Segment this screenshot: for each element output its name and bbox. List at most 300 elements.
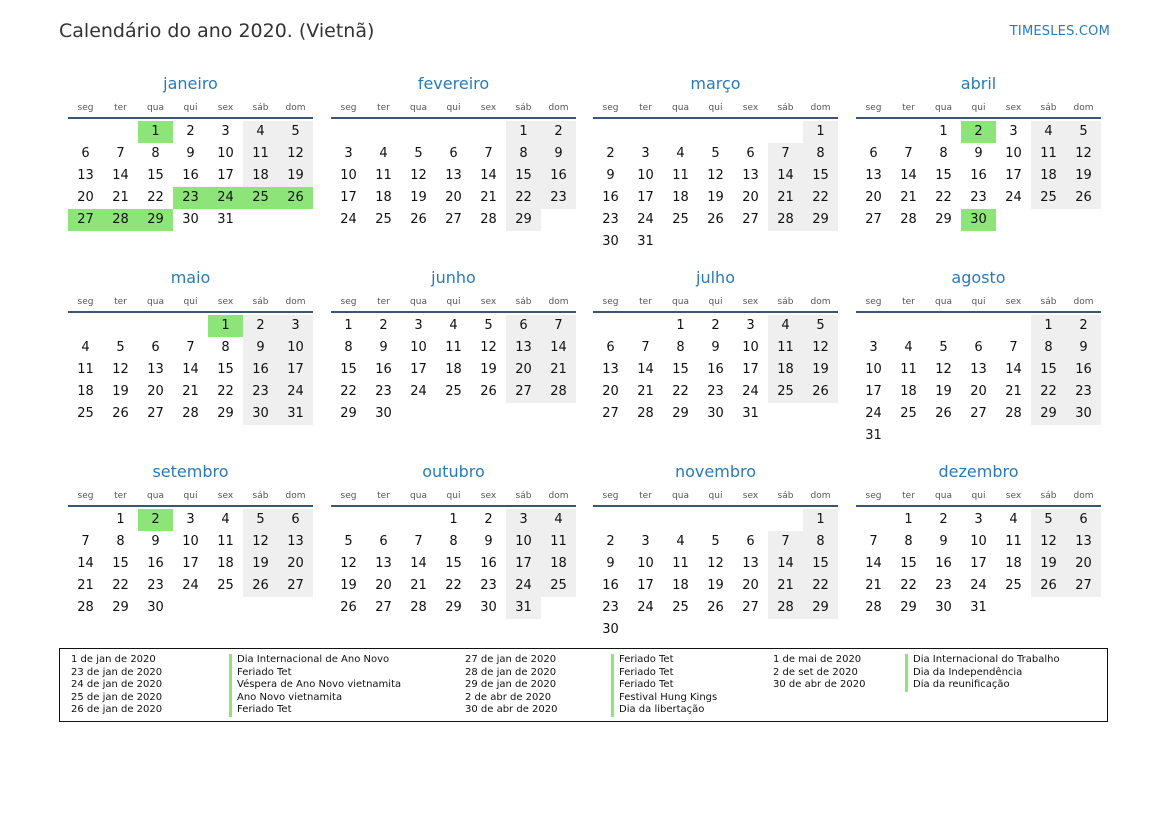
weekday-label: seg: [340, 297, 357, 307]
weekday-label: qui: [183, 491, 198, 501]
month-10: [331, 461, 576, 619]
weekday-label: qui: [446, 491, 461, 501]
day-cell: 10: [217, 146, 234, 161]
weekday-header: [68, 99, 313, 119]
day-cell: 2: [939, 512, 948, 527]
day-cell: 20: [147, 384, 164, 399]
weekday-label: qua: [935, 491, 952, 501]
day-cell: 11: [1005, 534, 1022, 549]
legend-dates-col-2: [465, 654, 557, 717]
weekday-label: dom: [1073, 103, 1094, 113]
weekday-header: [593, 99, 838, 119]
empty-cell: [593, 315, 628, 337]
day-cell: 3: [414, 318, 423, 333]
day-cell: 11: [445, 340, 462, 355]
day-cell: 6: [1066, 509, 1101, 531]
day-cell: 18: [900, 384, 917, 399]
weekday-header: [593, 293, 838, 313]
weekday-label: sex: [1005, 297, 1022, 307]
day-cell: 24: [340, 212, 357, 227]
day-cell: 18: [1031, 165, 1066, 187]
weekday-label: qua: [935, 297, 952, 307]
month-11: [593, 461, 838, 641]
month-name: setembro: [152, 462, 229, 481]
day-cell: 20: [970, 384, 987, 399]
day-cell: 10: [637, 556, 654, 571]
day-cell: 28: [182, 406, 199, 421]
day-cell: 17: [970, 556, 987, 571]
day-cell: 12: [803, 337, 838, 359]
day-cell: 6: [379, 534, 388, 549]
day-cell: 16: [243, 359, 278, 381]
day-cell: 3: [1009, 124, 1018, 139]
site-link[interactable]: TIMESLES.COM: [1009, 24, 1110, 39]
month-name: janeiro: [163, 74, 218, 93]
legend-names-col-3: [905, 654, 1060, 692]
empty-cell: [768, 121, 803, 143]
day-cell: 9: [186, 146, 195, 161]
day-cell: 16: [147, 556, 164, 571]
empty-cell: [138, 315, 173, 337]
day-cell: 12: [112, 362, 129, 377]
day-cell: 2: [606, 146, 615, 161]
day-cell: 1: [506, 121, 541, 143]
day-cell: 13: [506, 337, 541, 359]
day-cell: 26: [1031, 575, 1066, 597]
weekday-label: ter: [377, 491, 390, 501]
empty-cell: [856, 509, 891, 531]
day-cell: 13: [742, 556, 759, 571]
weekday-label: sex: [742, 103, 759, 113]
day-grid: [331, 315, 576, 425]
day-cell: 17: [410, 362, 427, 377]
day-cell: 13: [970, 362, 987, 377]
page-title: Calendário do ano 2020. (Vietnã): [59, 20, 375, 42]
day-cell: 25: [1031, 187, 1066, 209]
weekday-label: qua: [935, 103, 952, 113]
day-cell: 28: [77, 600, 94, 615]
day-cell: 15: [1031, 359, 1066, 381]
day-cell: 24: [865, 406, 882, 421]
empty-cell: [401, 121, 436, 143]
day-cell: 8: [221, 340, 230, 355]
empty-cell: [628, 509, 663, 531]
empty-cell: [961, 315, 996, 337]
weekday-header: [68, 487, 313, 507]
month-name: abril: [960, 74, 997, 93]
weekday-label: sex: [480, 491, 497, 501]
day-cell: 7: [116, 146, 125, 161]
day-cell: 15: [112, 556, 129, 571]
day-cell: 7: [414, 534, 423, 549]
legend-holiday-name: Feriado Tet: [619, 654, 674, 665]
day-cell: 21: [112, 190, 129, 205]
day-cell: 6: [746, 534, 755, 549]
day-cell: 13: [1066, 531, 1101, 553]
day-cell: 13: [865, 168, 882, 183]
day-cell: 3: [221, 124, 230, 139]
day-cell: 23: [1066, 381, 1101, 403]
weekday-label: qui: [446, 103, 461, 113]
day-cell: 9: [939, 534, 948, 549]
month-9: [68, 461, 313, 619]
day-cell: 8: [803, 531, 838, 553]
day-cell: 2: [711, 318, 720, 333]
day-grid: [856, 121, 1101, 231]
day-cell: 5: [711, 146, 720, 161]
weekday-label: seg: [77, 297, 94, 307]
weekday-label: ter: [114, 491, 127, 501]
day-cell: 3: [869, 340, 878, 355]
day-cell: 6: [869, 146, 878, 161]
day-cell: 27: [970, 406, 987, 421]
day-cell: 5: [711, 534, 720, 549]
day-cell: 1: [803, 121, 838, 143]
day-cell: 16: [182, 168, 199, 183]
day-cell: 31: [217, 212, 234, 227]
day-cell: 30: [147, 600, 164, 615]
day-cell: 13: [602, 362, 619, 377]
legend-date: 27 de jan de 2020: [465, 654, 557, 665]
weekday-header: [593, 487, 838, 507]
day-cell: 8: [344, 340, 353, 355]
legend-holiday-name: Ano Novo vietnamita: [237, 691, 343, 703]
day-cell: 31: [278, 403, 313, 425]
weekday-label: qui: [708, 103, 723, 113]
day-cell: 7: [1009, 340, 1018, 355]
empty-cell: [173, 315, 208, 337]
weekday-label: qua: [672, 491, 689, 501]
day-cell: 16: [602, 578, 619, 593]
month-4: [856, 73, 1101, 231]
weekday-label: sex: [217, 297, 234, 307]
day-cell: 26: [112, 406, 129, 421]
day-cell: 10: [637, 168, 654, 183]
day-cell: 29: [340, 406, 357, 421]
day-cell: 18: [541, 553, 576, 575]
day-cell: 10: [410, 340, 427, 355]
day-cell: 27: [742, 212, 759, 227]
day-cell: 6: [81, 146, 90, 161]
day-cell: 12: [243, 531, 278, 553]
day-cell: 17: [865, 384, 882, 399]
day-cell: 12: [410, 168, 427, 183]
weekday-label: dom: [285, 491, 306, 501]
day-cell: 22: [506, 187, 541, 209]
day-cell: 11: [217, 534, 234, 549]
empty-cell: [768, 509, 803, 531]
day-cell: 27: [742, 600, 759, 615]
day-cell: 14: [768, 165, 803, 187]
day-cell: 5: [414, 146, 423, 161]
day-cell: 30: [602, 622, 619, 637]
empty-cell: [401, 509, 436, 531]
legend-holiday-name: Dia Internacional de Ano Novo: [237, 654, 390, 665]
empty-cell: [628, 315, 663, 337]
day-cell: 22: [803, 575, 838, 597]
day-cell: 15: [506, 165, 541, 187]
weekday-label: dom: [810, 103, 831, 113]
day-cell: 15: [217, 362, 234, 377]
day-cell: 24: [278, 381, 313, 403]
day-cell: 4: [379, 146, 388, 161]
weekday-label: dom: [285, 297, 306, 307]
day-cell: 7: [768, 143, 803, 165]
day-cell: 4: [676, 534, 685, 549]
day-cell: 17: [217, 168, 234, 183]
day-cell: 20: [445, 190, 462, 205]
day-cell: 9: [151, 534, 160, 549]
day-cell: 18: [672, 578, 689, 593]
weekday-label: qui: [708, 491, 723, 501]
empty-cell: [698, 509, 733, 531]
legend-date: 1 de mai de 2020: [773, 654, 862, 665]
weekday-label: dom: [1073, 491, 1094, 501]
day-cell: 16: [602, 190, 619, 205]
day-cell: 3: [186, 512, 195, 527]
day-cell: 4: [449, 318, 458, 333]
day-cell: 7: [641, 340, 650, 355]
legend-date: 2 de set de 2020: [773, 666, 858, 678]
day-cell: 2: [606, 534, 615, 549]
weekday-label: seg: [865, 103, 882, 113]
month-name: março: [690, 74, 741, 93]
day-cell: 21: [1005, 384, 1022, 399]
day-cell: 14: [637, 362, 654, 377]
day-cell: 25: [445, 384, 462, 399]
day-cell: 22: [340, 384, 357, 399]
day-cell: 1: [344, 318, 353, 333]
empty-cell: [103, 315, 138, 337]
empty-cell: [436, 121, 471, 143]
day-cell: 3: [506, 509, 541, 531]
day-cell: 17: [1005, 168, 1022, 183]
empty-cell: [856, 315, 891, 337]
day-cell: 26: [707, 600, 724, 615]
weekday-label: sáb: [252, 297, 269, 307]
day-cell: 14: [768, 553, 803, 575]
weekday-label: sex: [217, 103, 234, 113]
day-cell: 21: [410, 578, 427, 593]
day-grid: [68, 509, 313, 619]
day-cell: 3: [641, 534, 650, 549]
day-cell: 2: [379, 318, 388, 333]
day-cell: 5: [803, 315, 838, 337]
day-cell: 13: [742, 168, 759, 183]
weekday-label: qua: [147, 103, 164, 113]
day-cell: 10: [865, 362, 882, 377]
day-cell: 4: [221, 512, 230, 527]
day-cell: 8: [116, 534, 125, 549]
day-cell: 2: [484, 512, 493, 527]
day-cell: 29: [445, 600, 462, 615]
day-cell: 26: [707, 212, 724, 227]
day-cell: 13: [278, 531, 313, 553]
day-cell: 12: [1066, 143, 1101, 165]
day-cell: 19: [1066, 165, 1101, 187]
weekday-label: dom: [285, 103, 306, 113]
day-cell: 15: [445, 556, 462, 571]
day-cell: 29: [217, 406, 234, 421]
day-cell: 2: [138, 509, 173, 531]
day-cell: 18: [217, 556, 234, 571]
empty-cell: [593, 121, 628, 143]
day-cell: 7: [904, 146, 913, 161]
weekday-label: qui: [183, 297, 198, 307]
day-cell: 27: [865, 212, 882, 227]
legend-date: 1 de jan de 2020: [71, 654, 156, 665]
day-cell: 28: [900, 212, 917, 227]
weekday-label: seg: [865, 297, 882, 307]
weekday-label: dom: [548, 491, 569, 501]
weekday-label: sex: [742, 297, 759, 307]
weekday-label: ter: [902, 491, 915, 501]
day-cell: 23: [243, 381, 278, 403]
legend-holiday-name: Feriado Tet: [619, 679, 674, 691]
legend-dates-col-3: [773, 654, 865, 692]
day-cell: 24: [506, 575, 541, 597]
day-cell: 30: [935, 600, 952, 615]
weekday-label: seg: [602, 491, 619, 501]
day-cell: 11: [900, 362, 917, 377]
day-cell: 5: [243, 509, 278, 531]
day-cell: 30: [480, 600, 497, 615]
legend-date: 29 de jan de 2020: [465, 679, 557, 691]
day-cell: 24: [182, 578, 199, 593]
day-cell: 8: [449, 534, 458, 549]
day-cell: 23: [970, 190, 987, 205]
day-cell: 24: [637, 600, 654, 615]
day-cell: 5: [278, 121, 313, 143]
day-cell: 28: [541, 381, 576, 403]
day-cell: 17: [278, 359, 313, 381]
day-cell: 19: [803, 359, 838, 381]
weekday-label: qua: [147, 491, 164, 501]
day-cell: 18: [1005, 556, 1022, 571]
weekday-label: seg: [77, 103, 94, 113]
weekday-label: sex: [1005, 491, 1022, 501]
day-cell: 25: [900, 406, 917, 421]
empty-cell: [68, 509, 103, 531]
weekday-label: seg: [340, 491, 357, 501]
weekday-header: [68, 293, 313, 313]
day-cell: 5: [1031, 509, 1066, 531]
day-cell: 31: [637, 234, 654, 249]
day-cell: 31: [742, 406, 759, 421]
legend-date: 26 de jan de 2020: [71, 704, 163, 716]
day-cell: 10: [742, 340, 759, 355]
day-cell: 20: [77, 190, 94, 205]
empty-cell: [68, 315, 103, 337]
day-cell: 19: [410, 190, 427, 205]
weekday-label: qua: [410, 491, 427, 501]
month-name: fevereiro: [417, 74, 490, 93]
day-cell: 6: [974, 340, 983, 355]
weekday-label: ter: [114, 297, 127, 307]
weekday-label: sáb: [515, 297, 532, 307]
day-cell: 25: [375, 212, 392, 227]
day-cell: 23: [480, 578, 497, 593]
day-cell: 22: [445, 578, 462, 593]
day-cell: 9: [484, 534, 493, 549]
day-cell: 8: [939, 146, 948, 161]
month-2: [331, 73, 576, 231]
day-cell: 4: [81, 340, 90, 355]
day-cell: 20: [602, 384, 619, 399]
day-cell: 29: [803, 597, 838, 619]
day-grid: [856, 315, 1101, 447]
legend-date: 24 de jan de 2020: [71, 679, 163, 691]
day-cell: 17: [637, 190, 654, 205]
day-cell: 22: [217, 384, 234, 399]
empty-cell: [68, 121, 103, 143]
legend-holiday-name: Festival Hung Kings: [619, 691, 718, 703]
weekday-label: sex: [480, 103, 497, 113]
empty-cell: [366, 121, 401, 143]
day-cell: 11: [77, 362, 94, 377]
weekday-label: seg: [602, 297, 619, 307]
weekday-label: sáb: [252, 103, 269, 113]
month-3: [593, 73, 838, 253]
weekday-header: [856, 99, 1101, 119]
day-cell: 28: [768, 597, 803, 619]
weekday-label: ter: [377, 103, 390, 113]
day-cell: 2: [243, 315, 278, 337]
legend-holiday-name: Dia da Independência: [913, 666, 1023, 678]
empty-cell: [628, 121, 663, 143]
month-12: [856, 461, 1101, 619]
day-cell: 19: [340, 578, 357, 593]
day-cell: 5: [939, 340, 948, 355]
day-cell: 27: [68, 209, 103, 231]
day-cell: 30: [375, 406, 392, 421]
day-cell: 16: [480, 556, 497, 571]
day-cell: 18: [768, 359, 803, 381]
day-cell: 1: [138, 121, 173, 143]
weekday-label: sex: [1005, 103, 1022, 113]
day-cell: 8: [904, 534, 913, 549]
weekday-label: sáb: [777, 491, 794, 501]
day-cell: 3: [641, 146, 650, 161]
day-cell: 13: [77, 168, 94, 183]
day-cell: 5: [344, 534, 353, 549]
day-cell: 21: [768, 187, 803, 209]
month-name: agosto: [951, 268, 1006, 287]
day-cell: 14: [1005, 362, 1022, 377]
weekday-header: [331, 487, 576, 507]
day-cell: 10: [340, 168, 357, 183]
day-cell: 12: [278, 143, 313, 165]
day-cell: 23: [707, 384, 724, 399]
day-cell: 31: [506, 597, 541, 619]
weekday-label: qua: [410, 103, 427, 113]
day-cell: 26: [340, 600, 357, 615]
day-cell: 24: [742, 384, 759, 399]
day-cell: 19: [278, 165, 313, 187]
weekday-label: ter: [639, 297, 652, 307]
empty-cell: [856, 121, 891, 143]
day-cell: 4: [768, 315, 803, 337]
day-cell: 3: [746, 318, 755, 333]
day-cell: 4: [1009, 512, 1018, 527]
weekday-label: seg: [602, 103, 619, 113]
day-cell: 1: [116, 512, 125, 527]
day-cell: 2: [1066, 315, 1101, 337]
day-cell: 27: [602, 406, 619, 421]
day-cell: 17: [637, 578, 654, 593]
day-cell: 18: [375, 190, 392, 205]
day-cell: 22: [672, 384, 689, 399]
